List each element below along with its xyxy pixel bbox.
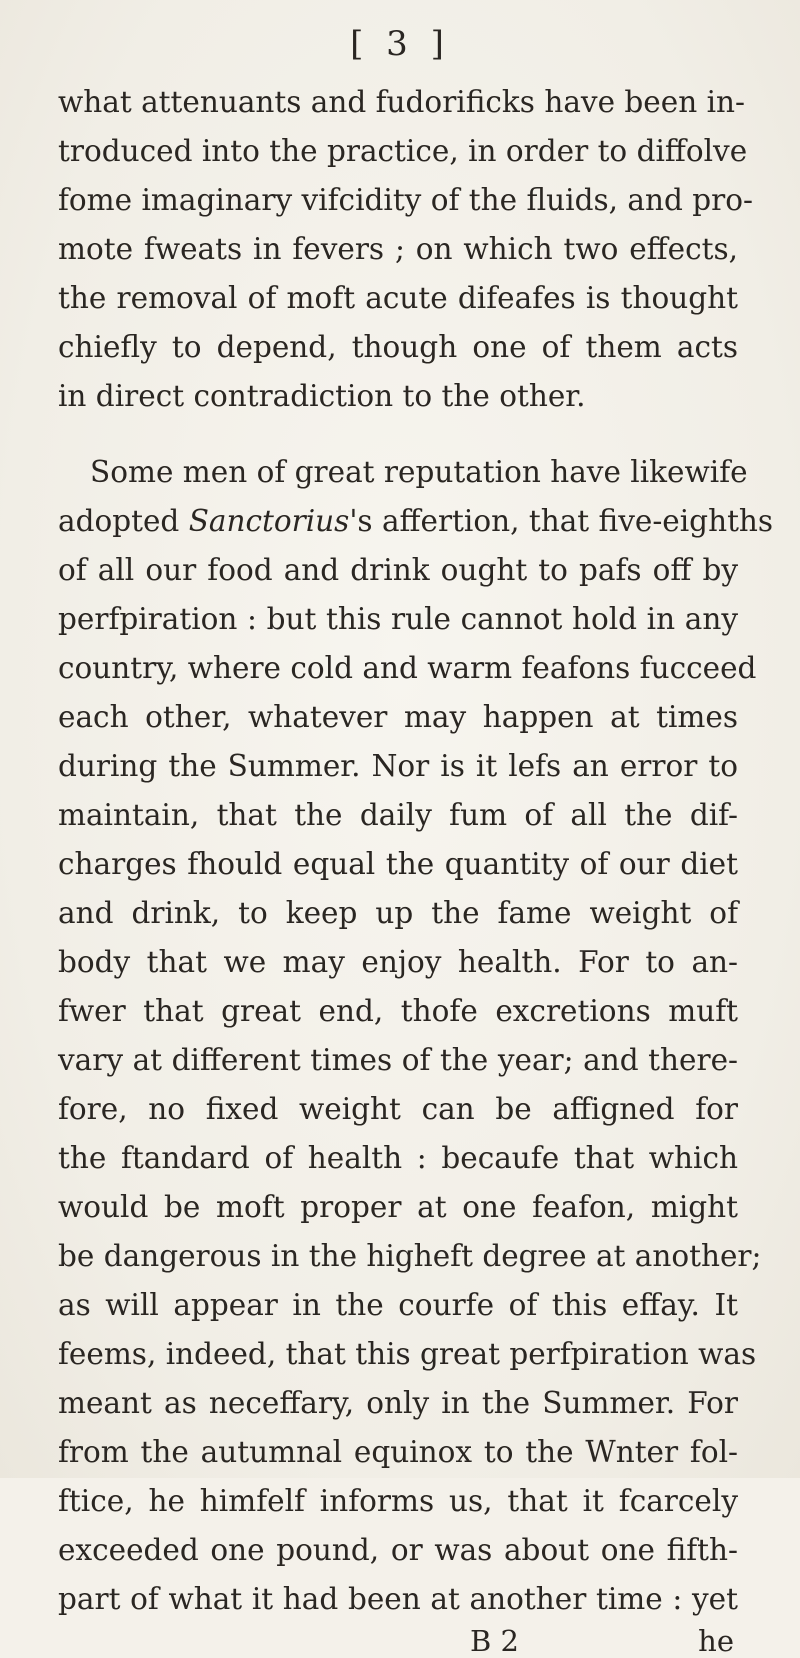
text-line: the ftandard of health : becaufe that which <box>58 1141 738 1175</box>
body-text <box>58 78 774 1658</box>
text-line: as will appear in the courfe of this effay. It <box>58 1288 738 1322</box>
text-line-start: adopted <box>58 504 189 538</box>
paragraph-gap <box>58 421 738 448</box>
text-line: exceeded one pound, or was about one fifth- <box>58 1533 738 1567</box>
text-line: be dangerous in the higheft degree at another; <box>58 1239 762 1273</box>
signature-mark: B 2 <box>470 1624 519 1658</box>
text-line: feems, indeed, that this great perfpiration was <box>58 1337 757 1371</box>
text-line: country, where cold and warm feafons fucceed <box>58 651 757 685</box>
page-footer <box>58 1624 738 1658</box>
text-line: of all our food and drink ought to pafs off by <box>58 553 738 587</box>
text-line: body that we may enjoy health. For to an- <box>58 945 738 979</box>
paragraph-2 <box>58 448 774 1624</box>
text-line: fome imaginary vifcidity of the fluids, and pro- <box>58 183 753 217</box>
text-line: part of what it had been at another time : yet <box>58 1582 738 1616</box>
text-line: from the autumnal equinox to the Wnter fol- <box>58 1435 738 1469</box>
text-line: charges fhould equal the quantity of our diet <box>58 847 738 881</box>
text-line: maintain, that the daily fum of all the dif- <box>58 798 738 832</box>
text-line: each other, whatever may happen at times <box>58 700 738 734</box>
text-line: troduced into the practice, in order to diffolve <box>58 134 748 168</box>
text-line: Some men of great reputation have likewife <box>90 455 748 489</box>
text-line: and drink, to keep up the fame weight of <box>58 896 738 930</box>
catchword: he <box>698 1624 734 1658</box>
text-line: ftice, he himfelf informs us, that it fcarcely <box>58 1484 738 1518</box>
text-line: what attenuants and fudorificks have been in- <box>58 85 745 119</box>
text-line: fwer that great end, thofe excretions muft <box>58 994 738 1028</box>
text-line <box>58 497 774 546</box>
page-number: [ 3 ] <box>350 24 450 64</box>
text-line: fore, no fixed weight can be affigned for <box>58 1092 738 1126</box>
text-line: would be moft proper at one feafon, might <box>58 1190 738 1224</box>
text-line-end: 's affertion, that five-eighths <box>349 504 774 538</box>
text-line: in direct contradiction to the other. <box>58 379 586 413</box>
text-line: during the Summer. Nor is it lefs an error to <box>58 749 738 783</box>
paragraph-1 <box>58 78 753 421</box>
text-line: perfpiration : but this rule cannot hold in any <box>58 602 738 636</box>
text-line: mote fweats in fevers ; on which two effects, <box>58 232 738 266</box>
text-line: the removal of moft acute difeafes is thought <box>58 281 738 315</box>
text-line: vary at different times of the year; and there- <box>58 1043 738 1077</box>
italic-name: Sanctorius <box>188 504 350 538</box>
text-line: meant as neceffary, only in the Summer. For <box>58 1386 738 1420</box>
text-line: chiefly to depend, though one of them acts <box>58 330 738 364</box>
